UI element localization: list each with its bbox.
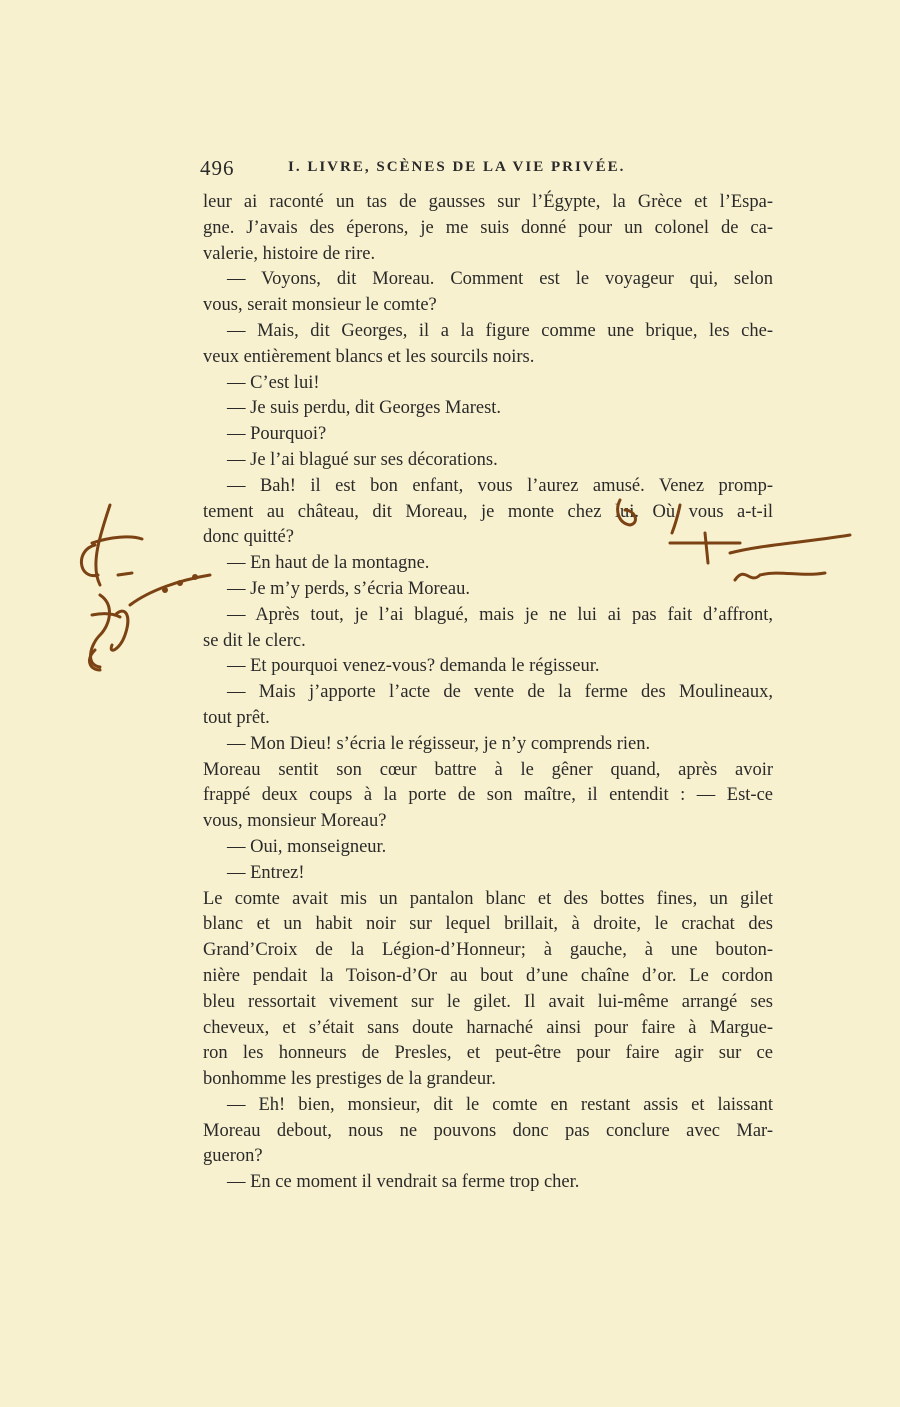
text-line: tement au château, dit Moreau, je monte chez lui. Où vous a-t-il: [203, 501, 773, 522]
text-line: Grand’Croix de la Légion-d’Honneur; à gauche, à une bouton-: [203, 940, 773, 961]
text-line: nière pendait la Toison-d’Or au bout d’une chaîne d’or. Le cordon: [203, 965, 773, 986]
text-line: donc quitté?: [203, 527, 294, 548]
text-line: — Et pourquoi venez-vous? demanda le régisseur.: [227, 656, 600, 677]
text-line: blanc et un habit noir sur lequel brillait, à droite, le crachat des: [203, 914, 773, 935]
text-line: — Je suis perdu, dit Georges Marest.: [227, 398, 502, 419]
text-line: cheveux, et s’était sans doute harnaché ainsi pour faire à Margue-: [203, 1017, 773, 1038]
text-line: — Bah! il est bon enfant, vous l’aurez amusé. Venez promp-: [227, 475, 773, 496]
text-line: — Oui, monseigneur.: [227, 836, 387, 857]
text-line: — Mon Dieu! s’écria le régisseur, je n’y comprends rien.: [227, 733, 651, 754]
text-line: Moreau debout, nous ne pouvons donc pas conclure avec Mar-: [203, 1120, 773, 1141]
text-line: leur ai raconté un tas de gausses sur l’Égypte, la Grèce et l’Espa-: [203, 192, 773, 212]
text-line: frappé deux coups à la porte de son maître, il entendit : — Est-ce: [203, 785, 773, 806]
text-line: — Pourquoi?: [227, 424, 327, 445]
text-line: valerie, histoire de rire.: [203, 243, 376, 264]
text-line: — C’est lui!: [227, 372, 320, 393]
text-line: — En haut de la montagne.: [227, 553, 430, 574]
text-line: — Je m’y perds, s’écria Moreau.: [227, 578, 470, 599]
running-title: I. LIVRE, SCÈNES DE LA VIE PRIVÉE.: [288, 159, 626, 175]
text-line: gueron?: [203, 1146, 263, 1167]
text-line: bonhomme les prestiges de la grandeur.: [203, 1069, 496, 1090]
text-line: — Mais, dit Georges, il a la figure comme une brique, les che-: [227, 320, 773, 341]
text-line: Moreau sentit son cœur battre à le gêner quand, après avoir: [203, 759, 773, 780]
left-margin-handwritten-annotation: [70, 495, 220, 685]
text-line: — Voyons, dit Moreau. Comment est le voyageur qui, selon: [227, 269, 773, 290]
text-line: — Eh! bien, monsieur, dit le comte en restant assis et laissant: [227, 1094, 773, 1115]
text-line: tout prêt.: [203, 707, 270, 728]
text-line: se dit le clerc.: [203, 630, 306, 651]
text-line: — Je l’ai blagué sur ses décorations.: [227, 449, 498, 470]
text-line: — Mais j’apporte l’acte de vente de la ferme des Moulineaux,: [227, 682, 773, 703]
text-line: gne. J’avais des éperons, je me suis donné pour un colonel de ca-: [203, 217, 773, 238]
text-line: vous, serait monsieur le comte?: [203, 295, 437, 316]
text-line: — Après tout, je l’ai blagué, mais je ne lui ai pas fait d’affront,: [227, 604, 773, 625]
text-line: Le comte avait mis un pantalon blanc et des bottes fines, un gilet: [203, 888, 773, 909]
text-line: bleu ressortait vivement sur le gilet. Il avait lui-même arrangé ses: [203, 991, 773, 1012]
text-line: — En ce moment il vendrait sa ferme trop cher.: [227, 1172, 580, 1193]
text-line: — Entrez!: [227, 862, 305, 883]
right-margin-handwritten-annotation: [600, 495, 870, 595]
page-header: [200, 156, 780, 186]
text-line: vous, monsieur Moreau?: [203, 811, 387, 832]
page-number: 496: [200, 156, 235, 180]
text-line: ron les honneurs de Presles, et peut-être pour faire agir sur ce: [203, 1043, 773, 1064]
text-line: veux entièrement blancs et les sourcils noirs.: [203, 346, 535, 367]
body-text: [203, 190, 773, 1196]
